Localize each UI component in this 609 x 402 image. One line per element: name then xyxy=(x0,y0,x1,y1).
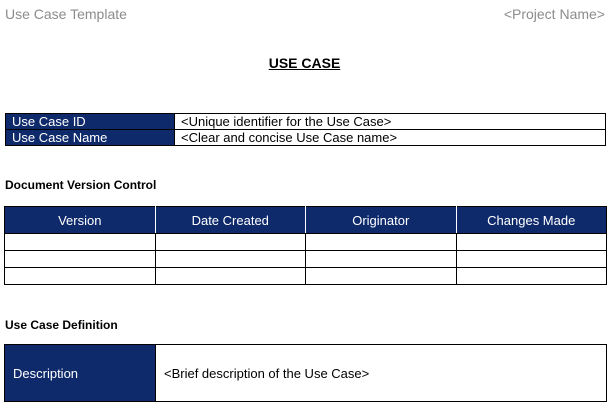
column-header-version: Version xyxy=(5,207,156,234)
use-case-identity-table xyxy=(5,113,606,146)
use-case-id-label: Use Case ID xyxy=(6,114,175,130)
table-row xyxy=(5,345,607,402)
table-cell[interactable] xyxy=(155,234,306,251)
header-template-name: Use Case Template xyxy=(5,6,127,22)
table-row xyxy=(5,234,607,251)
use-case-name-value: <Clear and concise Use Case name> xyxy=(175,130,606,146)
version-control-table xyxy=(4,206,607,285)
document-title-text: USE CASE xyxy=(268,55,341,71)
table-row xyxy=(6,130,606,146)
column-header-date-created: Date Created xyxy=(155,207,306,234)
header-project-name: <Project Name> xyxy=(503,6,605,22)
table-cell[interactable] xyxy=(5,234,156,251)
table-cell[interactable] xyxy=(306,234,457,251)
table-cell[interactable] xyxy=(306,268,457,285)
use-case-id-value: <Unique identifier for the Use Case> xyxy=(175,114,606,130)
table-cell[interactable] xyxy=(155,251,306,268)
table-header-row xyxy=(5,207,607,234)
column-header-changes-made: Changes Made xyxy=(456,207,607,234)
description-label: Description xyxy=(5,345,156,402)
table-row xyxy=(5,268,607,285)
use-case-name-label: Use Case Name xyxy=(6,130,175,146)
table-cell[interactable] xyxy=(456,251,607,268)
table-cell[interactable] xyxy=(456,268,607,285)
table-cell[interactable] xyxy=(155,268,306,285)
version-control-heading: Document Version Control xyxy=(5,178,157,192)
description-value: <Brief description of the Use Case> xyxy=(156,345,607,402)
use-case-definition-table xyxy=(4,344,607,402)
table-cell[interactable] xyxy=(306,251,457,268)
table-row xyxy=(6,114,606,130)
table-cell[interactable] xyxy=(456,234,607,251)
table-cell[interactable] xyxy=(5,251,156,268)
table-cell[interactable] xyxy=(5,268,156,285)
column-header-originator: Originator xyxy=(306,207,457,234)
table-row xyxy=(5,251,607,268)
document-title xyxy=(0,55,609,71)
use-case-definition-heading: Use Case Definition xyxy=(5,318,118,332)
